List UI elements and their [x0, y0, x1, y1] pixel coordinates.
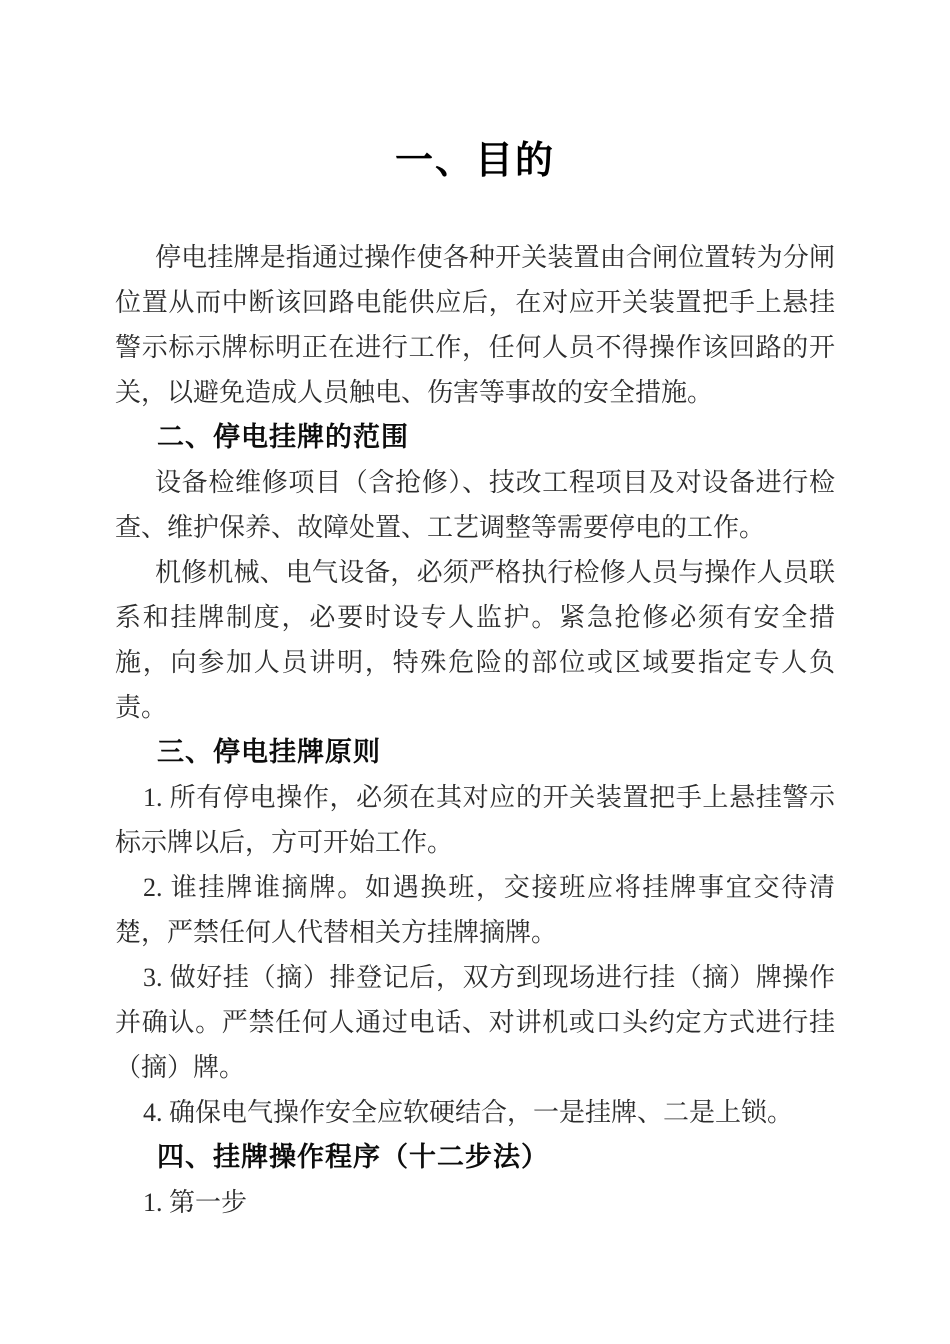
body-paragraph: 设备检维修项目（含抢修）、技改工程项目及对设备进行检查、维护保养、故障处置、工艺调整等需要停电的工作。 [115, 468, 835, 542]
body-paragraph: 3. 做好挂（摘）排登记后，双方到现场进行挂（摘）牌操作并确认。严禁任何人通过电话、对讲机或口头约定方式进行挂（摘）牌。 [115, 963, 835, 1082]
document-content [115, 0, 835, 1225]
document-body [115, 235, 835, 1225]
body-paragraph: 停电挂牌是指通过操作使各种开关装置由合闸位置转为分闸位置从而中断该回路电能供应后，在对应开关装置把手上悬挂警示标示牌标明正在进行工作，任何人员不得操作该回路的开关，以避免造成人员触电、伤害等事故的安全措施。 [115, 243, 835, 407]
section-heading: 四、挂牌操作程序（十二步法） [157, 1142, 549, 1172]
document-title: 一、目的 [394, 140, 555, 182]
body-paragraph: 1. 第一步 [143, 1188, 248, 1217]
section-heading: 三、停电挂牌原则 [157, 737, 381, 767]
section-heading: 二、停电挂牌的范围 [157, 422, 409, 452]
body-paragraph: 2. 谁挂牌谁摘牌。如遇换班，交接班应将挂牌事宜交待清楚，严禁任何人代替相关方挂牌摘牌。 [115, 873, 835, 947]
body-paragraph: 1. 所有停电操作，必须在其对应的开关装置把手上悬挂警示标示牌以后，方可开始工作。 [115, 783, 835, 857]
body-paragraph: 4. 确保电气操作安全应软硬结合，一是挂牌、二是上锁。 [143, 1098, 794, 1127]
body-paragraph: 机修机械、电气设备，必须严格执行检修人员与操作人员联系和挂牌制度，必要时设专人监护。紧急抢修必须有安全措施，向参加人员讲明，特殊危险的部位或区域要指定专人负责。 [115, 558, 835, 722]
